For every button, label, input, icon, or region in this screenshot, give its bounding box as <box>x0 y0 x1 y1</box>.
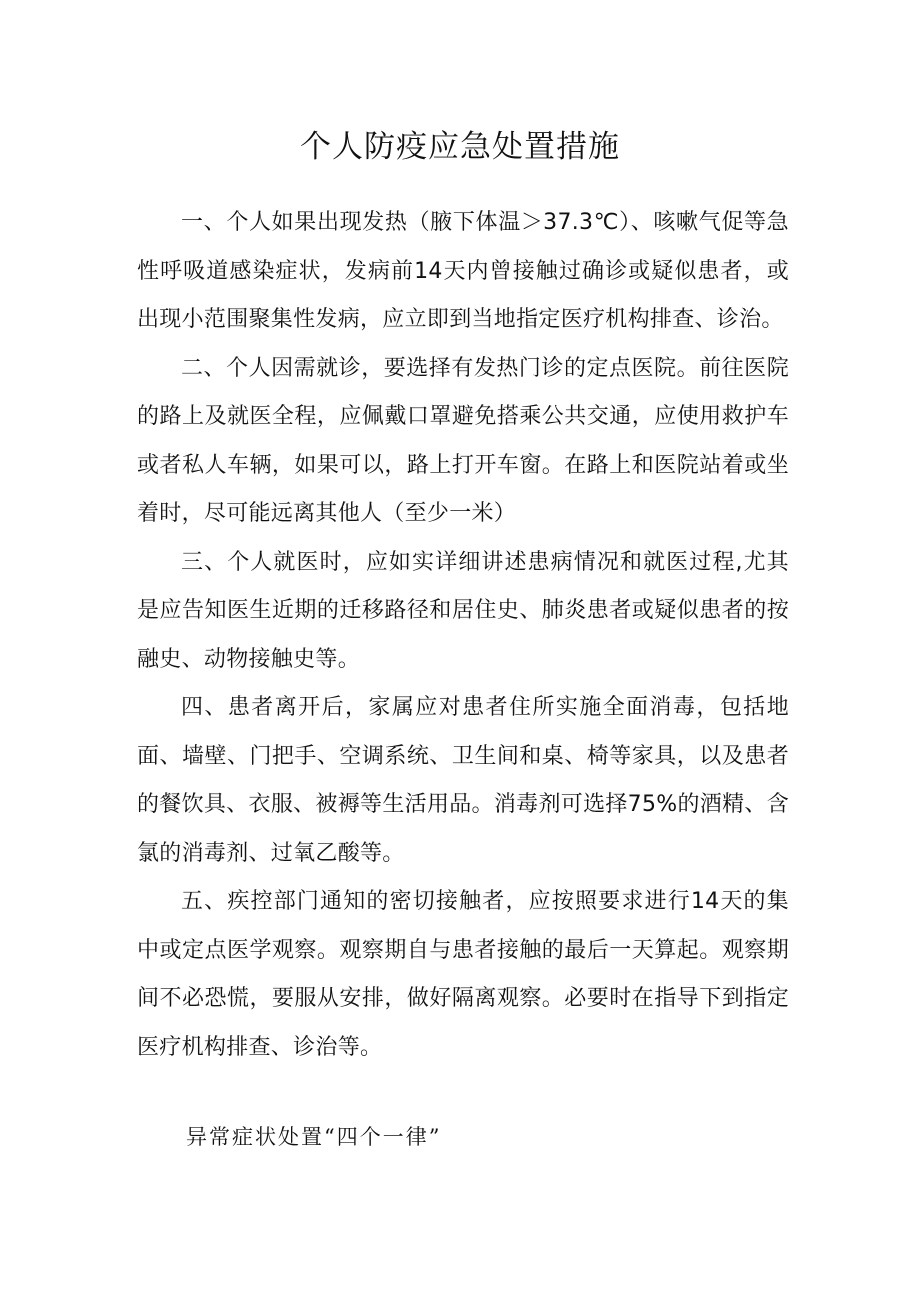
paragraph-5: 五、疾控部门通知的密切接触者，应按照要求进行14天的集中或定点医学观察。观察期自与患者接触的最后一天算起。观察期间不必恐慌，要服从安排，做好隔离观察。必要时在指导下到指定医疗机构排查、诊治等。 <box>137 889 789 1060</box>
paragraph-2: 二、个人因需就诊，要选择有发热门诊的定点医院。前往医院的路上及就医全程，应佩戴口罩避免搭乘公共交通，应使用救护车或者私人车辆，如果可以，路上打开车窗。在路上和医院站着或坐着时，尽可能远离其他人（至少一米） <box>137 355 789 526</box>
paragraph-3: 三、个人就医时，应如实详细讲述患病情况和就医过程,尤其是应告知医生近期的迁移路径和居住史、肺炎患者或疑似患者的按融史、动物接触史等。 <box>137 549 789 672</box>
document-body <box>137 199 789 1072</box>
paragraph-4: 四、患者离开后，家属应对患者住所实施全面消毒，包括地面、墙壁、门把手、空调系统、卫生间和桌、椅等家具，以及患者的餐饮具、衣服、被褥等生活用品。消毒剂可选择75%的酒精、含氯的消毒剂、过氧乙酸等。 <box>137 695 789 866</box>
paragraph-1: 一、个人如果出现发热（腋下体温＞37.3℃）、咳嗽气促等急性呼吸道感染症状，发病前14天内曾接触过确诊或疑似患者，或出现小范围聚集性发病，应立即到当地指定医疗机构排查、诊治。 <box>137 210 789 332</box>
document-title: 个人防疫应急处置措施 <box>300 129 620 165</box>
section-note: 异常症状处置“四个一律” <box>186 1125 442 1149</box>
